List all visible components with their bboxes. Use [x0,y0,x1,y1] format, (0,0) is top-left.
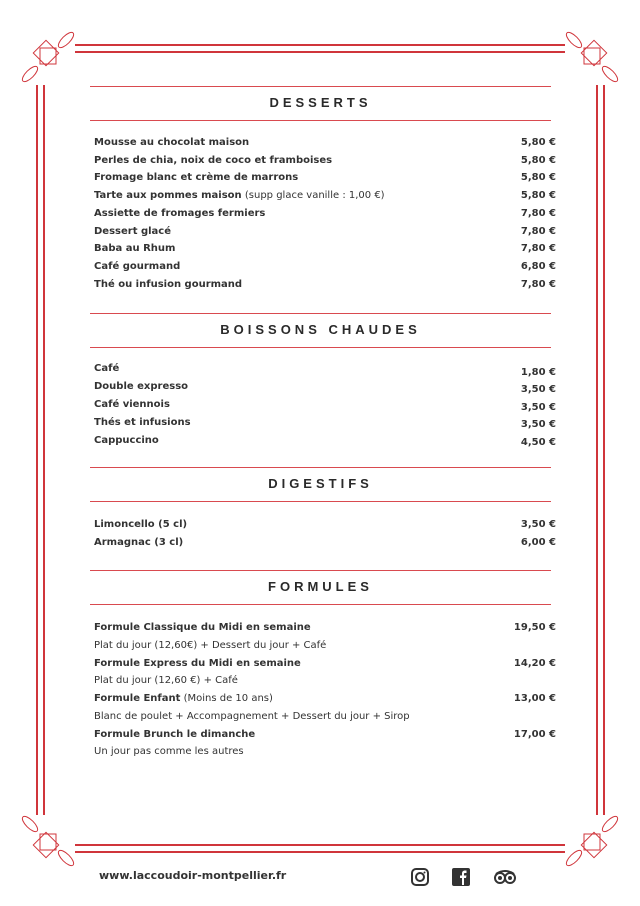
section-rule [90,86,551,87]
instagram-icon[interactable] [410,867,430,887]
item-price: 17,00 € [513,729,556,740]
item-price: 6,00 € [520,537,556,548]
menu-item [94,224,556,240]
item-price: 7,80 € [520,226,556,237]
item-price: 6,80 € [520,261,556,272]
corner-ornament-icon [564,812,620,868]
item-name: Café viennois [94,399,170,410]
menu-item [94,379,556,395]
item-name: Cappuccino [94,435,159,446]
item-name: Perles de chia, noix de coco et framboises [94,155,333,166]
item-price: 14,20 € [513,658,556,669]
section-title-formules: FORMULES [268,579,373,594]
item-price: 7,80 € [520,279,556,290]
item-name: Baba au Rhum [94,243,176,254]
item-name: Double expresso [94,381,189,392]
corner-ornament-icon [20,30,76,86]
item-note: (Moins de 10 ans) [180,693,273,704]
item-name: Tarte aux pommes maison [94,190,242,201]
item-description: Un jour pas comme les autres [94,746,244,757]
item-price: 4,50 € [520,437,556,448]
section-title-digestifs: DIGESTIFS [268,476,373,491]
menu-item [94,727,556,743]
item-price: 7,80 € [520,208,556,219]
facebook-icon[interactable] [451,867,471,887]
item-name: Limoncello (5 cl) [94,519,188,530]
item-name: Café [94,363,120,374]
item-price: 3,50 € [520,519,556,530]
section-rule [90,313,551,314]
menu-item [94,259,556,275]
item-price: 1,80 € [520,367,556,378]
menu-item [94,170,556,186]
item-description: Blanc de poulet + Accompagnement + Dessert du jour + Sirop [94,711,410,722]
corner-ornament-icon [564,30,620,86]
item-note: (supp glace vanille : 1,00 €) [241,190,385,201]
frame-left-line [43,85,45,815]
frame-top-line [75,44,565,46]
item-name: Thés et infusions [94,417,191,428]
section-title-boissons-chaudes: BOISSONS CHAUDES [220,322,421,337]
section-title-desserts: DESSERTS [269,95,372,110]
item-price: 13,00 € [513,693,556,704]
menu-item [94,415,556,431]
section-rule [90,501,551,502]
menu-item [94,188,556,204]
menu-item [94,361,556,377]
menu-item [94,135,556,151]
menu-item [94,277,556,293]
menu-item [94,620,556,636]
item-name: Café gourmand [94,261,181,272]
item-description: Plat du jour (12,60 €) + Café [94,675,238,686]
item-name: Thé ou infusion gourmand [94,279,243,290]
menu-item [94,535,556,551]
item-price: 19,50 € [513,622,556,633]
section-rule [90,467,551,468]
frame-left-line [36,85,38,815]
item-price: 5,80 € [520,190,556,201]
frame-top-line [75,51,565,53]
item-description: Plat du jour (12,60€) + Dessert du jour + Café [94,640,327,651]
frame-bottom-line [75,844,565,846]
section-rule [90,570,551,571]
item-price: 5,80 € [520,137,556,148]
frame-right-line [596,85,598,815]
menu-item [94,206,556,222]
section-rule [90,604,551,605]
menu-item [94,656,556,672]
item-price: 5,80 € [520,172,556,183]
item-name: Dessert glacé [94,226,172,237]
item-price: 3,50 € [520,402,556,413]
corner-ornament-icon [20,812,76,868]
frame-bottom-line [75,851,565,853]
item-price: 5,80 € [520,155,556,166]
item-name: Assiette de fromages fermiers [94,208,266,219]
item-name: Formule Express du Midi en semaine [94,658,301,669]
item-name: Formule Enfant [94,693,181,704]
menu-item [94,691,556,707]
item-price: 3,50 € [520,419,556,430]
item-name: Armagnac (3 cl) [94,537,184,548]
menu-item [94,433,556,449]
item-name: Formule Classique du Midi en semaine [94,622,311,633]
menu-item [94,153,556,169]
tripadvisor-icon[interactable] [493,867,517,887]
menu-item [94,397,556,413]
item-name: Mousse au chocolat maison [94,137,250,148]
item-price: 7,80 € [520,243,556,254]
section-rule [90,347,551,348]
frame-right-line [603,85,605,815]
menu-item [94,241,556,257]
menu-item [94,517,556,533]
section-rule [90,120,551,121]
item-price: 3,50 € [520,384,556,395]
item-name: Fromage blanc et crème de marrons [94,172,299,183]
item-name: Formule Brunch le dimanche [94,729,256,740]
website-link[interactable]: www.laccoudoir-montpellier.fr [99,869,287,882]
